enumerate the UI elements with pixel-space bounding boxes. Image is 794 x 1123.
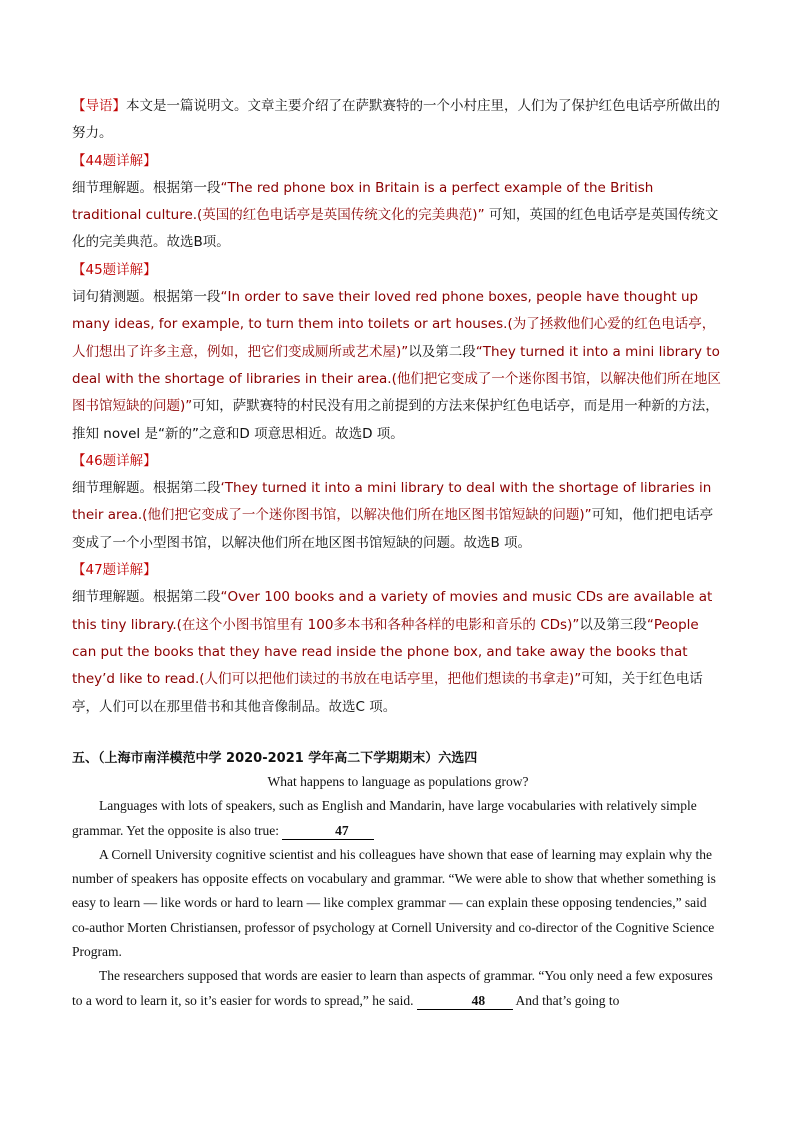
section-heading: 五、（上海市南洋模范中学 2020-2021 学年高二下学期期末）六选四 — [72, 751, 478, 766]
blank-48[interactable]: 48 — [417, 993, 513, 1010]
intro-paragraph — [72, 93, 724, 148]
q45-text-2: 以及第二段 — [408, 343, 476, 360]
q45-label: 【45题详解】 — [72, 261, 157, 278]
q46-text-2: 可知，他们把电话亭变成了一个小型图书馆，以解决他们所在地区图书馆短缺的问题。故选B 项。 — [72, 507, 714, 551]
q47-quote-2: “People can put the books that they have read inside the phone box, and take away the books that they’d like to read.(人们可以把他们读过的书放在电话亭里，把他们想读的书拿走)” — [72, 616, 699, 688]
passage-paragraph-1 — [72, 794, 724, 843]
passage-paragraph-2: A Cornell University cognitive scientist and his colleagues have shown that ease of learning may explain why the number of speakers has opposite effects on vocabulary and grammar. “We were able to show that whether something is easy to learn — like words or hard to learn — like complex grammar — can explain these opposing tendencies,” said co-author Morten Christiansen, professor of psychology at Cornell University and co-director of the Cognitive Science Program. — [72, 846, 716, 960]
q45-quote-2: “They turned it into a mini library to deal with the shortage of libraries in their area.(他们把它变成了一个迷你图书馆，以解决他们所在地区图书馆短缺的问题)” — [72, 343, 721, 415]
q44-quote: “The red phone box in Britain is a perfect example of the British traditional culture.(英国的红色电话亭是英国传统文化的完美典范)” — [72, 179, 654, 224]
q44-text-1: 细节理解题。根据第一段 — [72, 179, 221, 196]
blank-47[interactable]: 47 — [282, 823, 374, 840]
q45-quote-1: “In order to save their loved red phone boxes, people have thought up many ideas, for example, to turn them into toilets or art houses.(为了拯救他们心爱的红色电话亭，人们想出了许多主意，例如，把它们变成厕所或艺术屋)” — [72, 289, 716, 360]
paragraph-3-text-2: And that’s going to — [512, 992, 620, 1008]
passage-title: What happens to language as populations grow? — [267, 774, 529, 789]
intro-text: 本文是一篇说明文。文章主要介绍了在萨默赛特的一个小村庄里，人们为了保护红色电话亭所做出的努力。 — [72, 98, 720, 142]
passage-paragraph-3 — [72, 964, 724, 1013]
q46-label: 【46题详解】 — [72, 452, 157, 469]
paragraph-3-text-1: The researchers supposed that words are easier to learn than aspects of grammar. “You only need a few exposures to a word to learn it, so it’s easier for words to spread,” he said. — [72, 968, 713, 1008]
q44-label: 【44题详解】 — [72, 152, 157, 169]
q45-explanation — [72, 284, 724, 448]
q45-text-1: 词句猜测题。根据第一段 — [72, 289, 221, 306]
q47-label: 【47题详解】 — [72, 562, 157, 579]
q46-text-1: 细节理解题。根据第二段 — [72, 480, 221, 497]
q47-text-3: 可知，关于红色电话亭，人们可以在那里借书和其他音像制品。故选C 项。 — [72, 671, 703, 715]
q44-explanation — [72, 175, 724, 257]
paragraph-1-text: Languages with lots of speakers, such as English and Mandarin, have large vocabularies with relatively simple grammar. Yet the opposite is also true: — [72, 798, 697, 838]
q47-explanation — [72, 584, 724, 720]
q44-text-2: 可知，英国的红色电话亭是英国传统文化的完美典范。故选B项。 — [72, 207, 719, 251]
q46-explanation — [72, 475, 724, 557]
reading-passage — [72, 770, 724, 1013]
q47-text-2: 以及第三段 — [579, 616, 647, 633]
q47-text-1: 细节理解题。根据第二段 — [72, 589, 221, 606]
q45-text-3: 可知，萨默赛特的村民没有用之前提到的方法来保护红色电话亭，而是用一种新的方法，推知 novel 是“新的”之意和D 项意思相近。故选D 项。 — [72, 398, 719, 442]
q47-quote-1: “Over 100 books and a variety of movies and music CDs are available at this tiny library.(在这个小图书馆里有 100多本书和各种各样的电影和音乐的 CDs)” — [72, 589, 713, 633]
q46-quote: ‘They turned it into a mini library to deal with the shortage of libraries in their area.(他们把它变成了一个迷你图书馆，以解决他们所在地区图书馆短缺的问题)” — [72, 480, 712, 524]
intro-label: 【导语】 — [72, 98, 126, 114]
answer-analysis — [72, 93, 724, 721]
